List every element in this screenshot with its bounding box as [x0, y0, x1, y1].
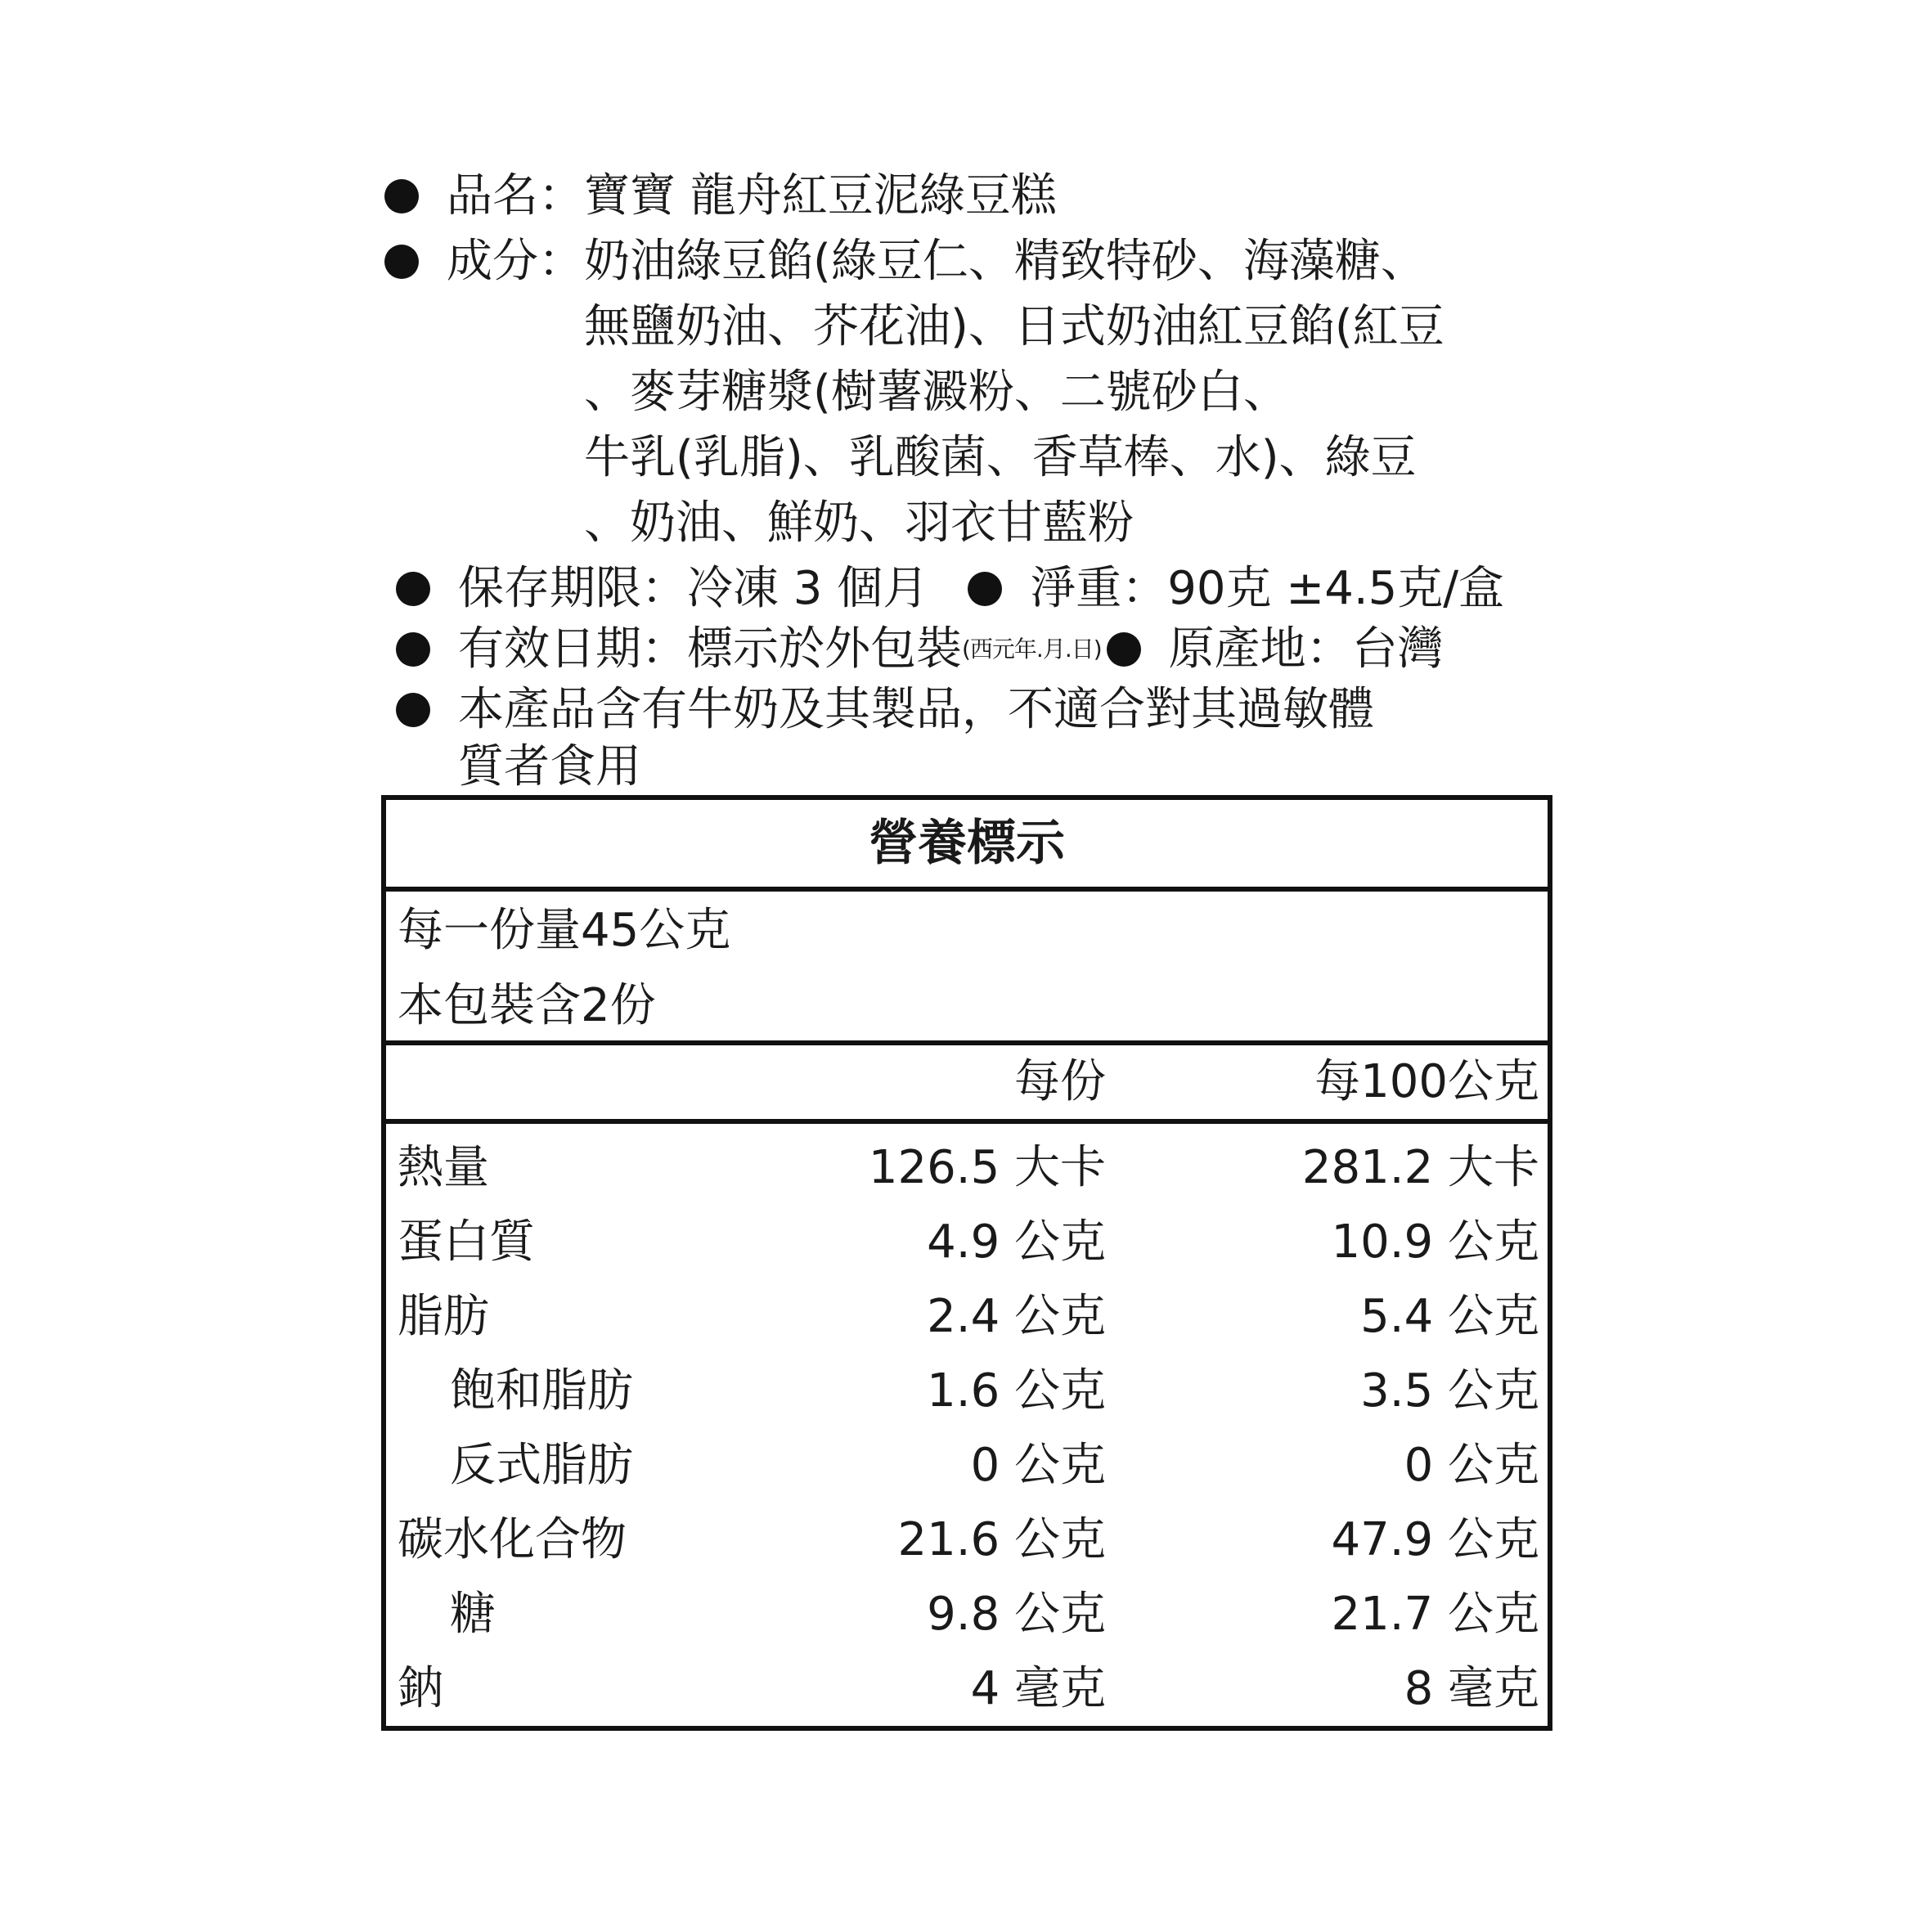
- nutrient-name: 糖: [450, 1588, 496, 1641]
- table-row: [386, 1130, 1548, 1205]
- table-row: [386, 1354, 1548, 1428]
- nutrient-name: 脂肪: [398, 1290, 489, 1343]
- ingredients-label: 成分：: [447, 235, 584, 288]
- table-row: [386, 1503, 1548, 1577]
- table-row: [386, 1279, 1548, 1354]
- nutrient-per-serving: 0 公克: [970, 1439, 1106, 1492]
- nutrient-per-serving: 4 毫克: [970, 1662, 1106, 1715]
- ingredient-line: 、奶油、鮮奶、羽衣甘藍粉: [584, 496, 1134, 550]
- bullet-dot-icon: [968, 572, 1002, 606]
- nutrient-per-100g: 8 毫克: [1404, 1662, 1539, 1715]
- nutrient-per-100g: 47.9 公克: [1331, 1513, 1539, 1566]
- nutrient-per-100g: 10.9 公克: [1331, 1215, 1539, 1269]
- ingredient-line: 無鹽奶油、芥花油)、日式奶油紅豆餡(紅豆: [584, 300, 1445, 353]
- bullet-dot-icon: [1107, 632, 1141, 667]
- nutrient-name: 鈉: [398, 1662, 443, 1715]
- expiry-row: [396, 617, 1579, 682]
- column-per-100g: 每100公克: [1314, 1055, 1539, 1108]
- nutrient-name: 熱量: [398, 1141, 489, 1194]
- nutrition-rows: [386, 1124, 1548, 1726]
- ingredients-list: [584, 229, 1445, 556]
- nutrient-per-100g: 281.2 大卡: [1301, 1141, 1539, 1194]
- net-weight: 淨重：90克 ±4.5克/盒: [1030, 562, 1505, 615]
- product-name-row: [384, 164, 1579, 229]
- expiry-date: 有效日期：標示於外包裝: [458, 622, 962, 676]
- nutrient-name: 反式脂肪: [450, 1439, 633, 1492]
- nutrient-per-100g: 5.4 公克: [1360, 1290, 1539, 1343]
- nutrient-per-100g: 3.5 公克: [1360, 1364, 1539, 1418]
- nutrient-per-serving: 9.8 公克: [927, 1588, 1106, 1641]
- origin: 原產地：台灣: [1168, 622, 1444, 676]
- ingredient-line: 、麥芽糖漿(樹薯澱粉、二號砂白、: [584, 366, 1289, 419]
- serving-size: 每一份量45公克: [398, 904, 731, 957]
- bullet-dot-icon: [396, 572, 430, 606]
- nutrition-title: 營養標示: [386, 800, 1548, 892]
- serving-info: [386, 892, 1548, 1045]
- nutrient-per-serving: 2.4 公克: [927, 1290, 1106, 1343]
- servings-per-package: 本包裝含2份: [398, 979, 656, 1032]
- nutrition-table: [381, 795, 1552, 1731]
- product-name: 品名：寶寶 龍舟紅豆泥綠豆糕: [447, 169, 1057, 222]
- nutrient-per-serving: 1.6 公克: [927, 1364, 1106, 1418]
- nutrient-per-100g: 0 公克: [1404, 1439, 1539, 1492]
- column-header: [386, 1045, 1548, 1124]
- allergy-warning-continued: 質者食用: [458, 740, 641, 793]
- nutrient-per-serving: 4.9 公克: [927, 1215, 1106, 1269]
- bullet-dot-icon: [396, 632, 430, 667]
- nutrient-per-serving: 21.6 公克: [897, 1513, 1106, 1566]
- nutrient-name: 蛋白質: [398, 1215, 535, 1269]
- shelf-life-row: [396, 556, 1579, 622]
- column-per-serving: 每份: [1014, 1055, 1106, 1108]
- shelf-life: 保存期限：冷凍 3 個月: [458, 562, 929, 615]
- ingredient-line: 奶油綠豆餡(綠豆仁、精致特砂、海藻糖、: [584, 235, 1427, 288]
- table-row: [386, 1205, 1548, 1279]
- ingredient-line: 牛乳(乳脂)、乳酸菌、香草棒、水)、綠豆: [584, 431, 1417, 484]
- expiry-note: (西元年.月.日): [962, 636, 1102, 663]
- ingredients-row: [384, 229, 1579, 556]
- nutrient-name: 碳水化合物: [398, 1513, 627, 1566]
- product-info: [384, 164, 1579, 792]
- bullet-dot-icon: [384, 245, 419, 279]
- table-row: [386, 1651, 1548, 1726]
- nutrient-per-serving: 126.5 大卡: [868, 1141, 1106, 1194]
- nutrient-name: 飽和脂肪: [450, 1364, 633, 1418]
- allergy-warning: 本產品含有牛奶及其製品，不適合對其過敏體: [458, 683, 1374, 736]
- allergy-row: [396, 677, 1579, 743]
- bullet-dot-icon: [384, 179, 419, 213]
- bullet-dot-icon: [396, 693, 430, 727]
- table-row: [386, 1577, 1548, 1651]
- table-row: [386, 1428, 1548, 1503]
- nutrient-per-100g: 21.7 公克: [1331, 1588, 1539, 1641]
